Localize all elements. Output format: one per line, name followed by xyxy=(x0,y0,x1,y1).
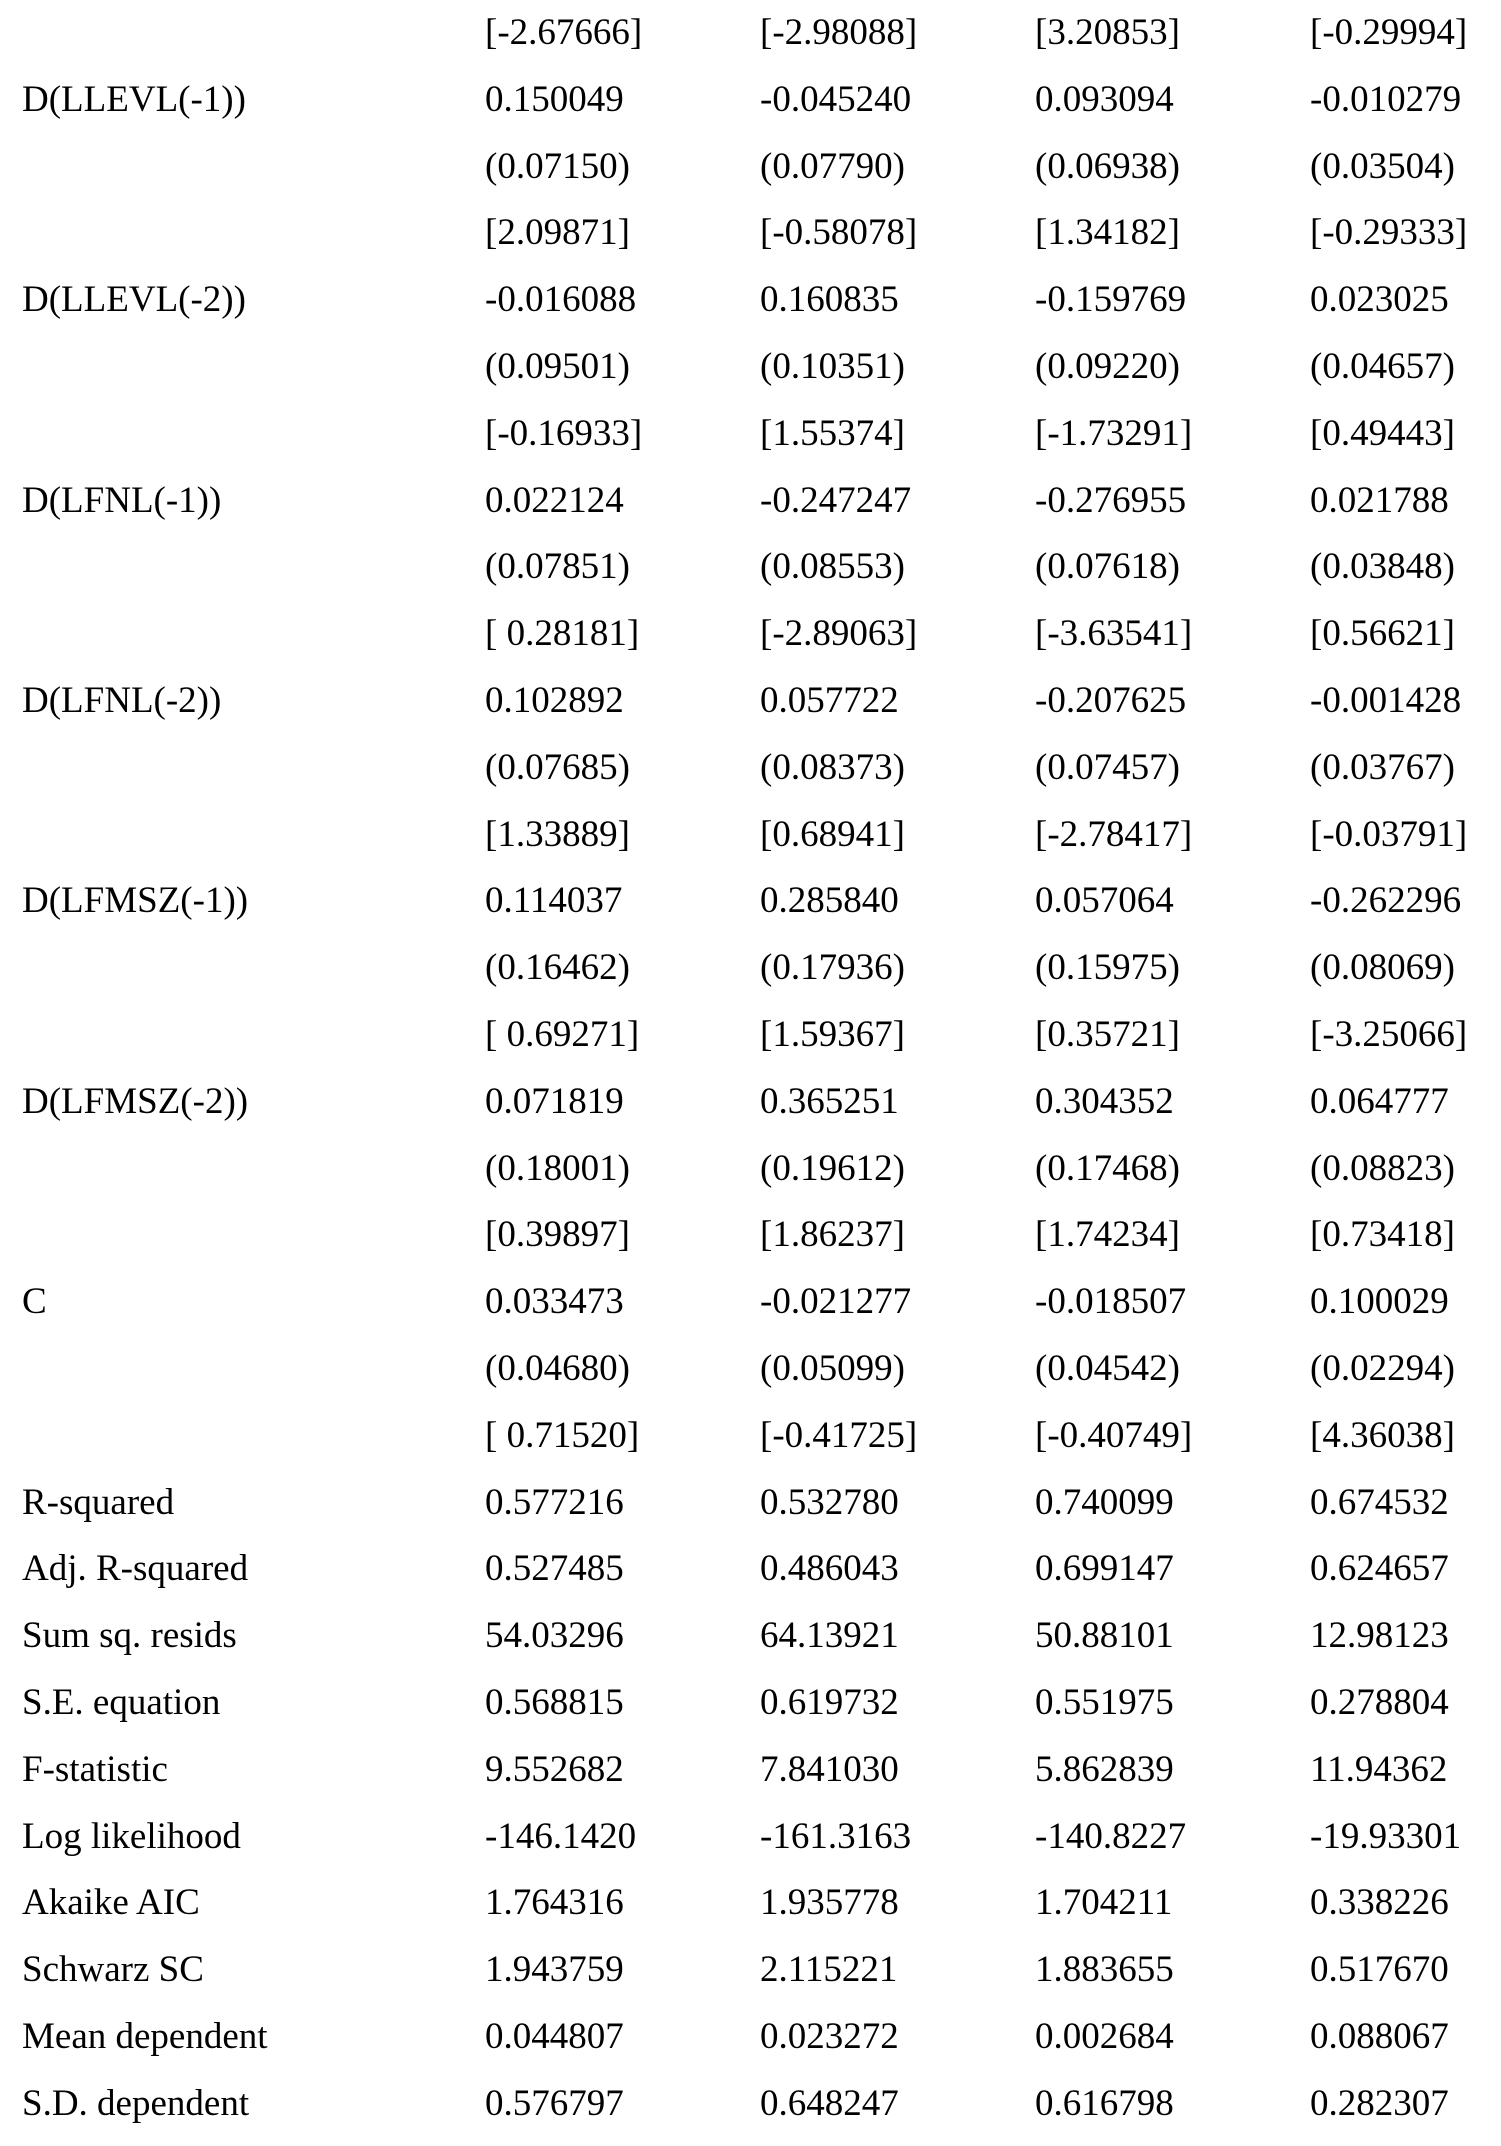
table-row xyxy=(0,1945,1501,2012)
value-cell: -0.247247 xyxy=(760,479,912,521)
value-cell: (0.08553) xyxy=(760,546,905,588)
value-cell: 7.841030 xyxy=(760,1748,899,1790)
value-cell: (0.07851) xyxy=(485,546,630,588)
value-cell: 0.616798 xyxy=(1035,2082,1174,2124)
value-cell: [ 0.69271] xyxy=(485,1013,640,1055)
value-cell: 0.071819 xyxy=(485,1080,624,1122)
value-cell: 0.486043 xyxy=(760,1548,899,1590)
value-cell: (0.18001) xyxy=(485,1147,630,1189)
value-cell: [1.74234] xyxy=(1035,1214,1180,1256)
value-cell: (0.19612) xyxy=(760,1147,905,1189)
value-cell: 1.943759 xyxy=(485,1949,624,1991)
row-label: S.E. equation xyxy=(22,1681,221,1723)
table-row xyxy=(0,609,1501,676)
value-cell: 0.088067 xyxy=(1310,2015,1449,2057)
value-cell: [ 0.28181] xyxy=(485,613,640,655)
value-cell: [1.86237] xyxy=(760,1214,905,1256)
value-cell: 0.624657 xyxy=(1310,1548,1449,1590)
value-cell: 0.648247 xyxy=(760,2082,899,2124)
value-cell: 64.13921 xyxy=(760,1615,899,1657)
table-row xyxy=(0,1077,1501,1144)
value-cell: (0.03848) xyxy=(1310,546,1455,588)
value-cell: [-2.78417] xyxy=(1035,813,1193,855)
value-cell: 0.282307 xyxy=(1310,2082,1449,2124)
table-row xyxy=(0,1544,1501,1611)
row-label: Adj. R-squared xyxy=(22,1548,249,1590)
row-label: D(LFNL(-2)) xyxy=(22,679,222,721)
value-cell: [0.49443] xyxy=(1310,412,1455,454)
value-cell: 0.527485 xyxy=(485,1548,624,1590)
value-cell: 0.100029 xyxy=(1310,1281,1449,1323)
value-cell: [4.36038] xyxy=(1310,1414,1455,1456)
value-cell: [-0.41725] xyxy=(760,1414,918,1456)
table-row xyxy=(0,1411,1501,1478)
value-cell: [1.55374] xyxy=(760,412,905,454)
value-cell: -0.016088 xyxy=(485,279,637,321)
value-cell: (0.08373) xyxy=(760,746,905,788)
value-cell: (0.17936) xyxy=(760,947,905,989)
table-row xyxy=(0,542,1501,609)
value-cell: [0.68941] xyxy=(760,813,905,855)
row-label: Mean dependent xyxy=(22,2015,268,2057)
value-cell: (0.04657) xyxy=(1310,345,1455,387)
value-cell: 0.093094 xyxy=(1035,78,1174,120)
value-cell: 0.577216 xyxy=(485,1481,624,1523)
value-cell: [-3.63541] xyxy=(1035,613,1193,655)
value-cell: 0.699147 xyxy=(1035,1548,1174,1590)
value-cell: [0.35721] xyxy=(1035,1013,1180,1055)
value-cell: [-2.89063] xyxy=(760,613,918,655)
value-cell: (0.04542) xyxy=(1035,1347,1180,1389)
value-cell: [1.34182] xyxy=(1035,212,1180,254)
value-cell: (0.03767) xyxy=(1310,746,1455,788)
value-cell: -0.018507 xyxy=(1035,1281,1187,1323)
value-cell: (0.10351) xyxy=(760,345,905,387)
value-cell: (0.05099) xyxy=(760,1347,905,1389)
value-cell: 1.883655 xyxy=(1035,1949,1174,1991)
row-label: R-squared xyxy=(22,1481,175,1523)
table-row xyxy=(0,943,1501,1010)
row-label: D(LFMSZ(-1)) xyxy=(22,880,249,922)
value-cell: 0.002684 xyxy=(1035,2015,1174,2057)
value-cell: 0.023025 xyxy=(1310,279,1449,321)
row-label: S.D. dependent xyxy=(22,2082,250,2124)
value-cell: 9.552682 xyxy=(485,1748,624,1790)
value-cell: 0.551975 xyxy=(1035,1681,1174,1723)
value-cell: -0.045240 xyxy=(760,78,912,120)
value-cell: 0.532780 xyxy=(760,1481,899,1523)
value-cell: 0.576797 xyxy=(485,2082,624,2124)
row-label: D(LFNL(-1)) xyxy=(22,479,222,521)
value-cell: (0.09220) xyxy=(1035,345,1180,387)
table-row xyxy=(0,1878,1501,1945)
value-cell: -0.262296 xyxy=(1310,880,1462,922)
value-cell: 0.023272 xyxy=(760,2015,899,2057)
value-cell: 0.619732 xyxy=(760,1681,899,1723)
table-row xyxy=(0,1010,1501,1077)
value-cell: [-0.03791] xyxy=(1310,813,1468,855)
value-cell: [ 0.71520] xyxy=(485,1414,640,1456)
value-cell: 11.94362 xyxy=(1310,1748,1448,1790)
table-row xyxy=(0,1277,1501,1344)
value-cell: 54.03296 xyxy=(485,1615,624,1657)
value-cell: 0.033473 xyxy=(485,1281,624,1323)
value-cell: [3.20853] xyxy=(1035,12,1180,53)
value-cell: (0.03504) xyxy=(1310,145,1455,187)
table-row xyxy=(0,1344,1501,1411)
value-cell: 0.114037 xyxy=(485,880,623,922)
value-cell: [-1.73291] xyxy=(1035,412,1193,454)
value-cell: 0.278804 xyxy=(1310,1681,1449,1723)
value-cell: 0.365251 xyxy=(760,1080,899,1122)
value-cell: -146.1420 xyxy=(485,1815,637,1857)
value-cell: 0.674532 xyxy=(1310,1481,1449,1523)
value-cell: (0.07790) xyxy=(760,145,905,187)
value-cell: (0.07618) xyxy=(1035,546,1180,588)
value-cell: [-0.58078] xyxy=(760,212,918,254)
regression-results-table xyxy=(0,8,1501,2146)
value-cell: 0.057722 xyxy=(760,679,899,721)
value-cell: -0.159769 xyxy=(1035,279,1187,321)
value-cell: -19.93301 xyxy=(1310,1815,1462,1857)
value-cell: [-0.29333] xyxy=(1310,212,1468,254)
value-cell: [-3.25066] xyxy=(1310,1013,1468,1055)
value-cell: (0.06938) xyxy=(1035,145,1180,187)
value-cell: -140.8227 xyxy=(1035,1815,1187,1857)
value-cell: [1.33889] xyxy=(485,813,630,855)
table-row xyxy=(0,676,1501,743)
row-label: F-statistic xyxy=(22,1748,168,1790)
table-row xyxy=(0,876,1501,943)
table-row xyxy=(0,810,1501,877)
value-cell: (0.16462) xyxy=(485,947,630,989)
value-cell: [-0.16933] xyxy=(485,412,643,454)
row-label: D(LLEVL(-2)) xyxy=(22,279,246,321)
value-cell: 1.704211 xyxy=(1035,1882,1173,1924)
value-cell: (0.08823) xyxy=(1310,1147,1455,1189)
value-cell: (0.04680) xyxy=(485,1347,630,1389)
table-row xyxy=(0,1678,1501,1745)
value-cell: (0.02294) xyxy=(1310,1347,1455,1389)
value-cell: 0.285840 xyxy=(760,880,899,922)
table-row xyxy=(0,2079,1501,2146)
value-cell: 0.057064 xyxy=(1035,880,1174,922)
value-cell: 0.338226 xyxy=(1310,1882,1449,1924)
value-cell: 5.862839 xyxy=(1035,1748,1174,1790)
table-row xyxy=(0,342,1501,409)
row-label: D(LLEVL(-1)) xyxy=(22,78,246,120)
value-cell: -0.276955 xyxy=(1035,479,1187,521)
value-cell: [2.09871] xyxy=(485,212,630,254)
value-cell: -161.3163 xyxy=(760,1815,912,1857)
value-cell: (0.07685) xyxy=(485,746,630,788)
value-cell: 1.764316 xyxy=(485,1882,624,1924)
row-label: Schwarz SC xyxy=(22,1949,204,1991)
table-row xyxy=(0,476,1501,543)
value-cell: -0.207625 xyxy=(1035,679,1187,721)
value-cell: 1.935778 xyxy=(760,1882,899,1924)
value-cell: 0.304352 xyxy=(1035,1080,1174,1122)
table-row xyxy=(0,1812,1501,1879)
value-cell: 0.517670 xyxy=(1310,1949,1449,1991)
value-cell: 0.568815 xyxy=(485,1681,624,1723)
value-cell: (0.09501) xyxy=(485,345,630,387)
table-row xyxy=(0,75,1501,142)
value-cell: (0.07150) xyxy=(485,145,630,187)
value-cell: 0.160835 xyxy=(760,279,899,321)
value-cell: (0.17468) xyxy=(1035,1147,1180,1189)
table-row xyxy=(0,743,1501,810)
value-cell: 0.021788 xyxy=(1310,479,1449,521)
value-cell: 0.022124 xyxy=(485,479,624,521)
value-cell: -0.021277 xyxy=(760,1281,912,1323)
value-cell: 0.150049 xyxy=(485,78,624,120)
value-cell: [0.56621] xyxy=(1310,613,1455,655)
value-cell: [-2.67666] xyxy=(485,12,643,53)
row-label: Log likelihood xyxy=(22,1815,241,1857)
value-cell: [1.59367] xyxy=(760,1013,905,1055)
table-row xyxy=(0,208,1501,275)
value-cell: [0.73418] xyxy=(1310,1214,1455,1256)
table-row xyxy=(0,1478,1501,1545)
row-label: Akaike AIC xyxy=(22,1882,200,1924)
value-cell: [0.39897] xyxy=(485,1214,630,1256)
value-cell: (0.07457) xyxy=(1035,746,1180,788)
table-row xyxy=(0,1210,1501,1277)
value-cell: 2.115221 xyxy=(760,1949,898,1991)
table-row xyxy=(0,142,1501,209)
value-cell: [-2.98088] xyxy=(760,12,918,53)
table-row xyxy=(0,1611,1501,1678)
value-cell: 0.102892 xyxy=(485,679,624,721)
value-cell: [-0.29994] xyxy=(1310,12,1468,53)
row-label: Sum sq. resids xyxy=(22,1615,237,1657)
value-cell: 0.740099 xyxy=(1035,1481,1174,1523)
value-cell: -0.010279 xyxy=(1310,78,1462,120)
table-row xyxy=(0,1144,1501,1211)
table-row xyxy=(0,1745,1501,1812)
table-row xyxy=(0,409,1501,476)
value-cell: 0.044807 xyxy=(485,2015,624,2057)
table-row xyxy=(0,8,1501,75)
table-row xyxy=(0,2012,1501,2079)
value-cell: 12.98123 xyxy=(1310,1615,1449,1657)
table-row xyxy=(0,275,1501,342)
row-label: D(LFMSZ(-2)) xyxy=(22,1080,249,1122)
value-cell: -0.001428 xyxy=(1310,679,1462,721)
value-cell: (0.08069) xyxy=(1310,947,1455,989)
value-cell: 50.88101 xyxy=(1035,1615,1174,1657)
value-cell: (0.15975) xyxy=(1035,947,1180,989)
row-label: C xyxy=(22,1281,47,1323)
value-cell: 0.064777 xyxy=(1310,1080,1449,1122)
value-cell: [-0.40749] xyxy=(1035,1414,1193,1456)
